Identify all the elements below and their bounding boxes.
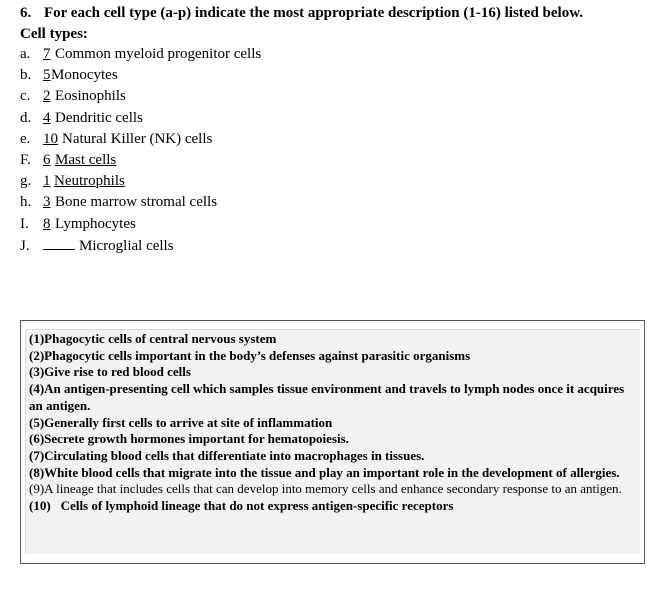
cell-type-item-b (20, 66, 261, 87)
description-item: (9)A lineage that includes cells that can develop into memory cells and enhance secondary response to an antigen. (29, 481, 622, 497)
cell-type-item-e (20, 130, 261, 151)
cell-type-name: Dendritic cells (55, 109, 143, 126)
question-heading (20, 4, 583, 23)
item-letter: J. (20, 237, 30, 254)
cell-type-name: Bone marrow stromal cells (55, 194, 218, 211)
answer-field[interactable]: 6 (43, 151, 51, 168)
item-letter: a. (20, 46, 31, 62)
item-letter: c. (20, 88, 31, 105)
answer-field[interactable]: 8 (43, 215, 51, 232)
cell-type-item-h (20, 193, 261, 214)
cell-type-item-c (20, 87, 261, 108)
cell-type-name: Common myeloid progenitor cells (55, 46, 262, 62)
cell-type-item-i (20, 215, 261, 236)
cell-types-heading: Cell types: (20, 26, 88, 42)
cell-type-name: Microglial cells (79, 237, 174, 254)
question-text: For each cell type (a-p) indicate the most appropriate description (1-16) listed below. (44, 5, 583, 21)
description-item: (4)An antigen-presenting cell which samples tissue environment and travels to lymph nodes once it acquires an antigen. (29, 381, 625, 413)
answer-field[interactable]: 3 (43, 194, 51, 211)
answer-field[interactable]: 4 (43, 109, 51, 126)
question-number: 6. (20, 5, 32, 21)
answer-field[interactable]: 2 (43, 88, 51, 105)
item-letter: h. (20, 194, 32, 211)
descriptions-panel (25, 329, 640, 554)
answer-field[interactable] (43, 236, 75, 250)
item-letter: e. (20, 130, 31, 147)
cell-type-name: Mast cells (55, 151, 117, 168)
description-item: (8)White blood cells that migrate into the tissue and play an important role in the development of allergies. (29, 464, 620, 480)
description-item: (5)Generally first cells to arrive at site of inflammation (29, 414, 333, 430)
cell-type-list (20, 45, 261, 257)
answer-field[interactable]: 10 (43, 130, 58, 147)
cell-type-name: Natural Killer (NK) cells (62, 130, 213, 147)
description-item: (7)Circulating blood cells that differentiate into macrophages in tissues. (29, 447, 425, 463)
description-item: (10) Cells of lymphoid lineage that do not express antigen-specific receptors (29, 498, 454, 514)
answer-field[interactable]: 1 (43, 173, 51, 190)
description-item: (3)Give rise to red blood cells (29, 364, 191, 380)
item-letter: g. (20, 173, 32, 190)
description-item: (6)Secrete growth hormones important for hematopoiesis. (29, 431, 349, 447)
cell-type-name: Lymphocytes (55, 215, 136, 232)
description-item: (2)Phagocytic cells important in the body’s defenses against parasitic organisms (29, 347, 471, 363)
cell-type-item-j (20, 236, 261, 257)
cell-type-item-d (20, 109, 261, 130)
descriptions-box (20, 320, 645, 564)
item-letter: F. (20, 151, 31, 168)
description-item: (1)Phagocytic cells of central nervous system (29, 331, 277, 346)
cell-type-name: Monocytes (51, 67, 118, 84)
cell-type-item-g (20, 172, 261, 193)
answer-field[interactable]: 7 (43, 46, 51, 62)
cell-type-item-a (20, 45, 261, 66)
item-letter: d. (20, 109, 32, 126)
answer-field[interactable]: 5 (43, 67, 51, 84)
item-letter: b. (20, 67, 32, 84)
item-letter: I. (20, 215, 29, 232)
cell-type-item-f (20, 151, 261, 172)
cell-type-name: Neutrophils (54, 173, 125, 190)
cell-type-name: Eosinophils (55, 88, 126, 105)
